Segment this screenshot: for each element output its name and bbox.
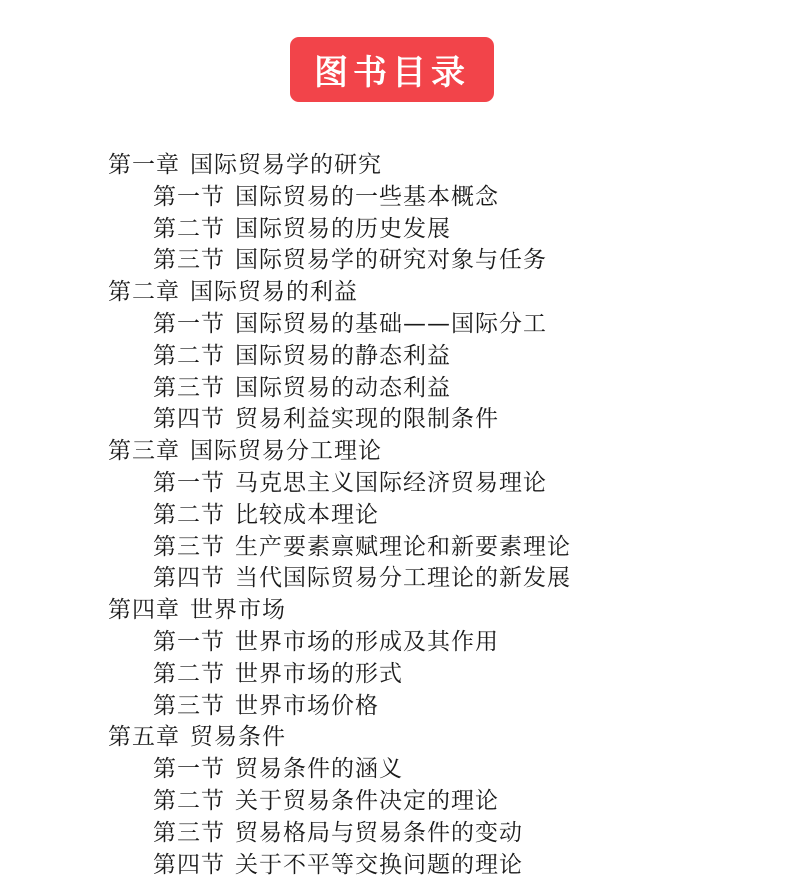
toc-section [108, 309, 768, 341]
toc-section [108, 627, 768, 659]
section-number: 第一节 [153, 469, 225, 496]
section-title: 生产要素禀赋理论和新要素理论 [235, 533, 571, 560]
chapter-title: 贸易条件 [190, 724, 286, 751]
toc-section [108, 563, 768, 595]
chapter-number: 第三章 [108, 438, 180, 465]
section-title: 比较成本理论 [235, 501, 379, 528]
section-title: 国际贸易的历史发展 [235, 215, 451, 242]
section-number: 第二节 [153, 660, 225, 687]
toc-section [108, 850, 768, 881]
section-number: 第三节 [153, 692, 225, 719]
section-title: 世界市场的形式 [235, 660, 403, 687]
section-number: 第四节 [153, 565, 225, 592]
toc-section [108, 468, 768, 500]
toc-chapter [108, 722, 768, 754]
toc-section [108, 341, 768, 373]
section-title: 国际贸易的动态利益 [235, 374, 451, 401]
section-number: 第二节 [153, 787, 225, 814]
section-number: 第一节 [153, 310, 225, 337]
section-number: 第三节 [153, 247, 225, 274]
toc-section [108, 500, 768, 532]
section-title: 当代国际贸易分工理论的新发展 [235, 565, 571, 592]
section-number: 第三节 [153, 374, 225, 401]
chapter-title: 国际贸易分工理论 [190, 438, 382, 465]
toc-section [108, 691, 768, 723]
page-title: 图书目录 [314, 53, 470, 93]
chapter-title: 国际贸易的利益 [190, 279, 358, 306]
section-number: 第二节 [153, 215, 225, 242]
section-title: 世界市场的形成及其作用 [235, 628, 499, 655]
toc-section [108, 182, 768, 214]
page-title-badge [290, 37, 494, 102]
chapter-title: 国际贸易学的研究 [190, 152, 382, 178]
toc-chapter [108, 277, 768, 309]
toc-section [108, 404, 768, 436]
section-title: 国际贸易学的研究对象与任务 [235, 247, 547, 274]
toc-section [108, 818, 768, 850]
section-title: 世界市场价格 [235, 692, 379, 719]
section-number: 第三节 [153, 533, 225, 560]
section-number: 第四节 [153, 851, 225, 878]
toc-chapter [108, 436, 768, 468]
toc-section [108, 245, 768, 277]
toc-chapter [108, 150, 768, 182]
section-number: 第四节 [153, 406, 225, 433]
chapter-number: 第四章 [108, 597, 180, 624]
section-number: 第三节 [153, 819, 225, 846]
chapter-number: 第二章 [108, 279, 180, 306]
section-title: 贸易利益实现的限制条件 [235, 406, 499, 433]
toc-chapter [108, 595, 768, 627]
section-number: 第二节 [153, 342, 225, 369]
table-of-contents [108, 150, 768, 881]
section-title: 国际贸易的静态利益 [235, 342, 451, 369]
chapter-number: 第五章 [108, 724, 180, 751]
toc-section [108, 786, 768, 818]
section-title: 贸易格局与贸易条件的变动 [235, 819, 523, 846]
toc-section [108, 214, 768, 246]
section-title: 马克思主义国际经济贸易理论 [235, 469, 547, 496]
toc-section [108, 659, 768, 691]
section-number: 第二节 [153, 501, 225, 528]
section-title: 贸易条件的涵义 [235, 756, 403, 783]
toc-section [108, 532, 768, 564]
section-title: 国际贸易的基础——国际分工 [235, 310, 547, 337]
section-number: 第一节 [153, 756, 225, 783]
chapter-title: 世界市场 [190, 597, 286, 624]
chapter-number: 第一章 [108, 152, 180, 178]
section-title: 关于贸易条件决定的理论 [235, 787, 499, 814]
toc-section [108, 754, 768, 786]
section-title: 国际贸易的一些基本概念 [235, 183, 499, 210]
section-title: 关于不平等交换问题的理论 [235, 851, 523, 878]
toc-section [108, 373, 768, 405]
section-number: 第一节 [153, 628, 225, 655]
section-number: 第一节 [153, 183, 225, 210]
